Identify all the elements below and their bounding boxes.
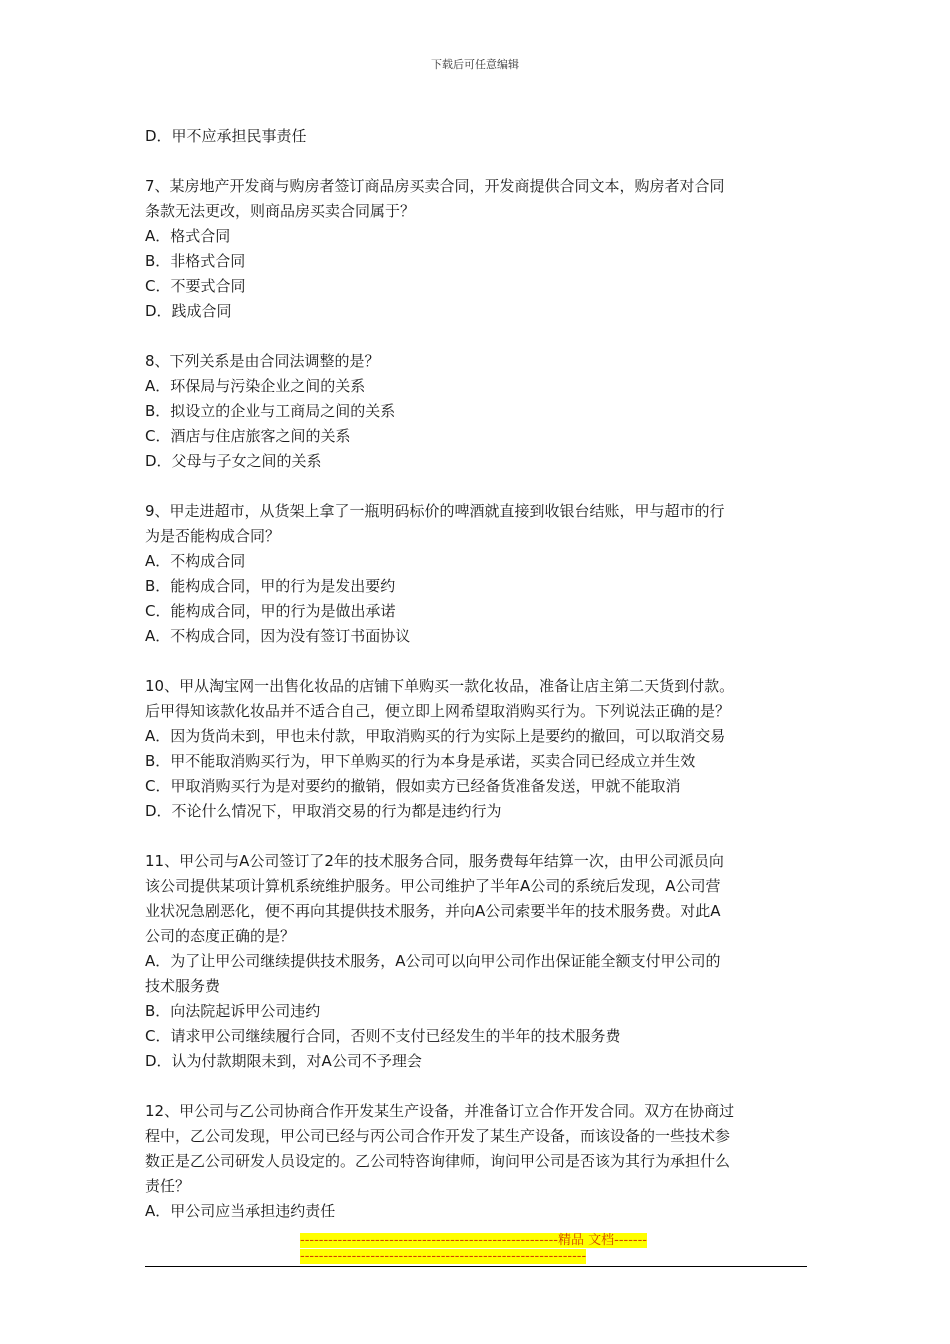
question-line: 业状况急剧恶化，便不再向其提供技术服务，并向A公司索要半年的技术服务费。对此A — [145, 902, 721, 920]
question-block — [145, 674, 807, 824]
question-block — [145, 1099, 807, 1224]
question-line: D．认为付款期限未到，对A公司不予理会 — [145, 1052, 422, 1070]
question-block — [145, 124, 807, 149]
question-line: B．向法院起诉甲公司违约 — [145, 1002, 321, 1020]
question-line: 条款无法更改，则商品房买卖合同属于？ — [145, 202, 416, 220]
question-block — [145, 499, 807, 649]
question-block — [145, 174, 807, 324]
question-line: 9、甲走进超市，从货架上拿了一瓶明码标价的啤酒就直接到收银台结账，甲与超市的行 — [145, 502, 725, 520]
question-line: C．能构成合同，甲的行为是做出承诺 — [145, 602, 396, 620]
footer-banner-text: -------------------------------------------------------精品 文档-------------------------------------------------------------------- — [300, 1233, 647, 1264]
header-note: 下载后可任意编辑 — [431, 58, 519, 71]
question-line: A．不构成合同 — [145, 552, 246, 570]
question-line: 责任？ — [145, 1177, 191, 1195]
question-line: C．不要式合同 — [145, 277, 246, 295]
question-line: B．非格式合同 — [145, 252, 246, 270]
question-list — [145, 124, 807, 1249]
question-line: C．请求甲公司继续履行合同，否则不支付已经发生的半年的技术服务费 — [145, 1027, 621, 1045]
question-line: 12、甲公司与乙公司协商合作开发某生产设备，并准备订立合作开发合同。双方在协商过 — [145, 1102, 735, 1120]
question-line: 程中，乙公司发现，甲公司已经与丙公司合作开发了某生产设备，而该设备的一些技术参 — [145, 1127, 731, 1145]
question-line: A．环保局与污染企业之间的关系 — [145, 377, 366, 395]
question-line: D．践成合同 — [145, 302, 232, 320]
question-block — [145, 349, 807, 474]
question-line: D．父母与子女之间的关系 — [145, 452, 322, 470]
question-line: C．甲取消购买行为是对要约的撤销，假如卖方已经备货准备发送，甲就不能取消 — [145, 777, 681, 795]
question-line: A．为了让甲公司继续提供技术服务，A公司可以向甲公司作出保证能全额支付甲公司的 — [145, 952, 721, 970]
question-line: B．能构成合同，甲的行为是发出要约 — [145, 577, 396, 595]
question-line: D．不论什么情况下，甲取消交易的行为都是违约行为 — [145, 802, 502, 820]
question-line: 8、下列关系是由合同法调整的是？ — [145, 352, 380, 370]
question-line: 为是否能构成合同？ — [145, 527, 281, 545]
question-line: D．甲不应承担民事责任 — [145, 127, 307, 145]
question-block — [145, 849, 807, 1074]
question-line: 11、甲公司与A公司签订了2年的技术服务合同，服务费每年结算一次，由甲公司派员向 — [145, 852, 724, 870]
footer-divider — [145, 1266, 807, 1267]
question-line: B．甲不能取消购买行为，甲下单购买的行为本身是承诺，买卖合同已经成立并生效 — [145, 752, 696, 770]
question-line: B．拟设立的企业与工商局之间的关系 — [145, 402, 396, 420]
question-line: 7、某房地产开发商与购房者签订商品房买卖合同，开发商提供合同文本，购房者对合同 — [145, 177, 725, 195]
question-line: A．甲公司应当承担违约责任 — [145, 1202, 336, 1220]
question-line: 10、甲从淘宝网一出售化妆品的店铺下单购买一款化妆品，准备让店主第二天货到付款。 — [145, 677, 735, 695]
footer-banner — [300, 1233, 650, 1265]
question-line: 数正是乙公司研发人员设定的。乙公司特咨询律师，询问甲公司是否该为其行为承担什么 — [145, 1152, 731, 1170]
question-line: A．因为货尚未到，甲也未付款，甲取消购买的行为实际上是要约的撤回，可以取消交易 — [145, 727, 726, 745]
question-line: A．格式合同 — [145, 227, 231, 245]
question-line: 后甲得知该款化妆品并不适合自己，便立即上网希望取消购买行为。下列说法正确的是？ — [145, 702, 731, 720]
question-line: 公司的态度正确的是？ — [145, 927, 296, 945]
question-line: 技术服务费 — [145, 977, 221, 995]
question-line: 该公司提供某项计算机系统维护服务。甲公司维护了半年A公司的系统后发现，A公司营 — [145, 877, 721, 895]
question-line: A．不构成合同，因为没有签订书面协议 — [145, 627, 411, 645]
question-line: C．酒店与住店旅客之间的关系 — [145, 427, 351, 445]
